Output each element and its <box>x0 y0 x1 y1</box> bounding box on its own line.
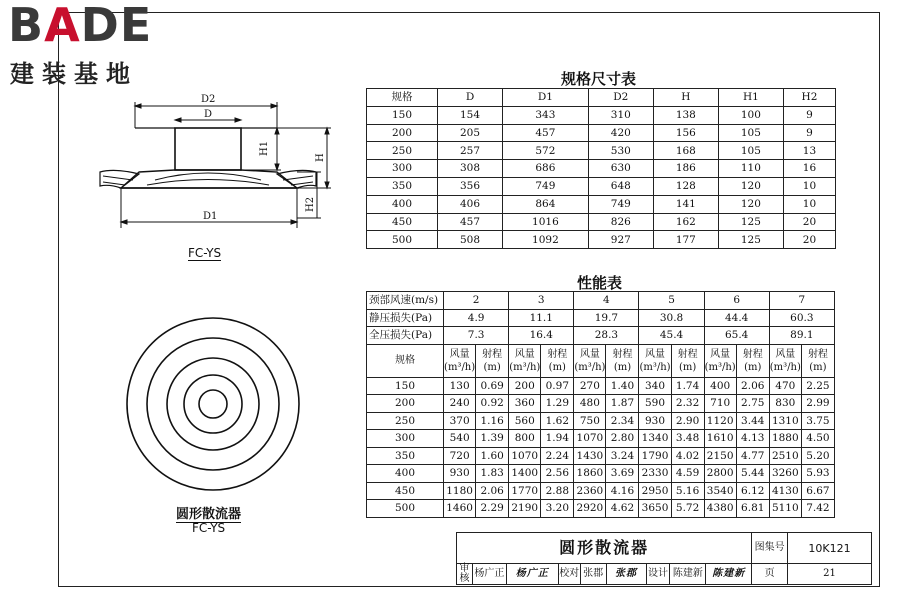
perf-cell: 800 <box>509 430 541 448</box>
spec-cell: 10 <box>783 177 835 195</box>
spec-cell: 686 <box>503 160 589 178</box>
spec-cell: 308 <box>438 160 503 178</box>
perf-cell: 2.88 <box>541 482 574 500</box>
perf-cell: 2150 <box>704 447 736 465</box>
spec-cell: 9 <box>783 124 835 142</box>
spec-row <box>367 213 836 231</box>
perf-cell: 6.81 <box>736 500 769 518</box>
spec-cell: 356 <box>438 177 503 195</box>
static-loss-value: 44.4 <box>704 309 769 327</box>
spec-cell: 457 <box>438 213 503 231</box>
perf-cell: 1.62 <box>541 412 574 430</box>
perf-cell: 6.12 <box>736 482 769 500</box>
perf-cell: 4130 <box>769 482 801 500</box>
perf-cell: 1400 <box>509 465 541 483</box>
perf-cell: 360 <box>509 395 541 413</box>
total-loss-value: 45.4 <box>639 327 704 345</box>
perf-row <box>367 500 835 518</box>
total-loss-value: 89.1 <box>769 327 834 345</box>
spec-cell: 110 <box>718 160 783 178</box>
perf-cell: 2.56 <box>541 465 574 483</box>
perf-cell: 6.67 <box>801 482 834 500</box>
flow-col-header: 风量 (m³/h) <box>639 344 671 377</box>
perf-cell: 720 <box>444 447 476 465</box>
static-loss-value: 4.9 <box>444 309 509 327</box>
page-number: 21 <box>788 564 872 585</box>
perf-cell: 240 <box>444 395 476 413</box>
spec-cell: 105 <box>718 142 783 160</box>
dim-d1-label: D1 <box>203 211 218 222</box>
perf-cell: 4.13 <box>736 430 769 448</box>
total-loss-value: 7.3 <box>444 327 509 345</box>
spec-cell: 20 <box>783 213 835 231</box>
perf-cell: 1790 <box>639 447 671 465</box>
spec-header: D1 <box>503 89 589 107</box>
perf-row <box>367 377 835 395</box>
spec-cell: 864 <box>503 195 589 213</box>
perf-cell: 2950 <box>639 482 671 500</box>
flow-col-header: 风量 (m³/h) <box>704 344 736 377</box>
throw-col-header: 射程 (m) <box>541 344 574 377</box>
spec-cell: 257 <box>438 142 503 160</box>
title-block-top-row <box>457 533 872 564</box>
total-loss-value: 65.4 <box>704 327 769 345</box>
spec-header: H <box>653 89 718 107</box>
perf-cell: 1.83 <box>476 465 509 483</box>
spec-cell: 749 <box>588 195 653 213</box>
perf-cell: 0.69 <box>476 377 509 395</box>
perf-cell: 500 <box>367 500 444 518</box>
spec-cell: 154 <box>438 106 503 124</box>
perf-cell: 1.16 <box>476 412 509 430</box>
perf-cell: 2.90 <box>671 412 704 430</box>
spec-cell: 105 <box>718 124 783 142</box>
perf-row <box>367 395 835 413</box>
flow-col-header: 风量 (m³/h) <box>444 344 476 377</box>
perf-cell: 2190 <box>509 500 541 518</box>
drawing-title: 圆形散流器 <box>457 533 752 564</box>
spec-cell: 300 <box>367 160 438 178</box>
perf-cell: 3.75 <box>801 412 834 430</box>
spec-cell: 156 <box>653 124 718 142</box>
spec-header-row <box>367 89 836 107</box>
spec-row <box>367 142 836 160</box>
perf-cell: 2360 <box>574 482 606 500</box>
spec-cell: 343 <box>503 106 589 124</box>
perf-cell: 340 <box>639 377 671 395</box>
perf-row <box>367 430 835 448</box>
spec-row <box>367 106 836 124</box>
static-loss-value: 60.3 <box>769 309 834 327</box>
perf-cell: 1610 <box>704 430 736 448</box>
spec-header: D <box>438 89 503 107</box>
perf-cell: 1860 <box>574 465 606 483</box>
total-loss-value: 16.4 <box>509 327 574 345</box>
perf-cell: 400 <box>367 465 444 483</box>
throw-col-header: 射程 (m) <box>671 344 704 377</box>
perf-cell: 2.25 <box>801 377 834 395</box>
dim-h-label: H <box>315 153 326 162</box>
perf-cell: 480 <box>574 395 606 413</box>
perf-cell: 750 <box>574 412 606 430</box>
perf-cell: 450 <box>367 482 444 500</box>
perf-cell: 1.39 <box>476 430 509 448</box>
spec-row <box>367 160 836 178</box>
speed-label: 颈部风速(m/s) <box>367 292 444 310</box>
static-loss-value: 19.7 <box>574 309 639 327</box>
perf-cell: 1430 <box>574 447 606 465</box>
perf-cell: 590 <box>639 395 671 413</box>
perf-cell: 3.20 <box>541 500 574 518</box>
spec-cell: 13 <box>783 142 835 160</box>
spec-cell: 177 <box>653 231 718 249</box>
perf-cell: 150 <box>367 377 444 395</box>
plan-view-caption-title: 圆形散流器 <box>176 503 241 523</box>
review-label: 审核 <box>457 564 473 585</box>
perf-units-row <box>367 344 835 377</box>
throw-col-header: 射程 (m) <box>801 344 834 377</box>
perf-cell: 1180 <box>444 482 476 500</box>
spec-cell: 125 <box>718 213 783 231</box>
spec-header: D2 <box>588 89 653 107</box>
spec-cell: 450 <box>367 213 438 231</box>
perf-cell: 1.29 <box>541 395 574 413</box>
perf-cell: 2.99 <box>801 395 834 413</box>
speed-value: 3 <box>509 292 574 310</box>
perf-cell: 400 <box>704 377 736 395</box>
perf-cell: 2330 <box>639 465 671 483</box>
perf-row <box>367 482 835 500</box>
spec-row <box>367 177 836 195</box>
spec-cell: 16 <box>783 160 835 178</box>
logo-brand: BADE <box>8 0 153 52</box>
spec-cell: 186 <box>653 160 718 178</box>
dim-h2-label: H2 <box>305 196 316 212</box>
perf-cell: 1120 <box>704 412 736 430</box>
perf-cell: 370 <box>444 412 476 430</box>
atlas-number-label: 图集号 <box>752 533 788 564</box>
spec-cell: 826 <box>588 213 653 231</box>
spec-cell: 500 <box>367 231 438 249</box>
perf-cell: 470 <box>769 377 801 395</box>
perf-cell: 710 <box>704 395 736 413</box>
perf-cell: 3260 <box>769 465 801 483</box>
perf-cell: 5.72 <box>671 500 704 518</box>
speed-value: 6 <box>704 292 769 310</box>
spec-cell: 128 <box>653 177 718 195</box>
perf-cell: 200 <box>509 377 541 395</box>
perf-total-row <box>367 327 835 345</box>
perf-cell: 5110 <box>769 500 801 518</box>
perf-speed-row <box>367 292 835 310</box>
plan-view-drawing <box>125 316 301 492</box>
perf-cell: 2510 <box>769 447 801 465</box>
spec-cell: 120 <box>718 195 783 213</box>
static-loss-value: 30.8 <box>639 309 704 327</box>
perf-cell: 4.77 <box>736 447 769 465</box>
perf-cell: 1310 <box>769 412 801 430</box>
perf-cell: 2.34 <box>606 412 639 430</box>
perf-cell: 200 <box>367 395 444 413</box>
perf-cell: 930 <box>639 412 671 430</box>
perf-cell: 300 <box>367 430 444 448</box>
spec-cell: 648 <box>588 177 653 195</box>
dim-d-label: D <box>204 109 213 120</box>
checker-name: 张郡 <box>580 564 606 585</box>
designer-name: 陈建新 <box>670 564 706 585</box>
perf-cell: 1460 <box>444 500 476 518</box>
perf-cell: 2.24 <box>541 447 574 465</box>
perf-cell: 5.93 <box>801 465 834 483</box>
spec-cell: 125 <box>718 231 783 249</box>
perf-cell: 2920 <box>574 500 606 518</box>
flow-col-header: 风量 (m³/h) <box>509 344 541 377</box>
designer-signature: 陈建新 <box>706 564 752 585</box>
speed-value: 4 <box>574 292 639 310</box>
perf-cell: 3.24 <box>606 447 639 465</box>
perf-cell: 1.94 <box>541 430 574 448</box>
throw-col-header: 射程 (m) <box>606 344 639 377</box>
perf-cell: 1.74 <box>671 377 704 395</box>
static-loss-label: 静压损失(Pa) <box>367 309 444 327</box>
perf-table <box>366 291 835 518</box>
static-loss-value: 11.1 <box>509 309 574 327</box>
perf-cell: 1070 <box>574 430 606 448</box>
perf-table-title: 性能表 <box>577 274 623 292</box>
spec-cell: 508 <box>438 231 503 249</box>
perf-cell: 5.20 <box>801 447 834 465</box>
spec-row <box>367 195 836 213</box>
spec-cell: 120 <box>718 177 783 195</box>
perf-cell: 4.02 <box>671 447 704 465</box>
side-elevation-drawing <box>95 88 345 238</box>
design-label: 设计 <box>646 564 670 585</box>
flow-col-header: 风量 (m³/h) <box>769 344 801 377</box>
perf-cell: 3540 <box>704 482 736 500</box>
perf-cell: 2.75 <box>736 395 769 413</box>
page-label: 页 <box>752 564 788 585</box>
spec-header: 规格 <box>367 89 438 107</box>
spec-cell: 530 <box>588 142 653 160</box>
speed-value: 2 <box>444 292 509 310</box>
spec-cell: 100 <box>718 106 783 124</box>
perf-cell: 0.92 <box>476 395 509 413</box>
perf-cell: 7.42 <box>801 500 834 518</box>
spec-table-title: 规格尺寸表 <box>561 70 637 88</box>
perf-cell: 560 <box>509 412 541 430</box>
spec-cell: 1092 <box>503 231 589 249</box>
speed-value: 5 <box>639 292 704 310</box>
perf-cell: 4.59 <box>671 465 704 483</box>
flow-col-header: 风量 (m³/h) <box>574 344 606 377</box>
perf-cell: 270 <box>574 377 606 395</box>
bade-logo <box>8 0 178 88</box>
spec-header: H2 <box>783 89 835 107</box>
spec-cell: 150 <box>367 106 438 124</box>
title-block <box>456 532 872 585</box>
spec-cell: 350 <box>367 177 438 195</box>
spec-cell: 406 <box>438 195 503 213</box>
plan-view-caption-code: FC-YS <box>192 521 226 535</box>
perf-cell: 250 <box>367 412 444 430</box>
spec-cell: 141 <box>653 195 718 213</box>
spec-cell: 420 <box>588 124 653 142</box>
spec-cell: 10 <box>783 195 835 213</box>
spec-cell: 138 <box>653 106 718 124</box>
atlas-number: 10K121 <box>788 533 872 564</box>
perf-cell: 1.60 <box>476 447 509 465</box>
perf-cell: 1340 <box>639 430 671 448</box>
spec-cell: 162 <box>653 213 718 231</box>
perf-cell: 2.06 <box>476 482 509 500</box>
total-loss-value: 28.3 <box>574 327 639 345</box>
perf-cell: 2.06 <box>736 377 769 395</box>
spec-row <box>367 231 836 249</box>
perf-cell: 830 <box>769 395 801 413</box>
spec-cell: 168 <box>653 142 718 160</box>
perf-cell: 3650 <box>639 500 671 518</box>
spec-cell: 400 <box>367 195 438 213</box>
logo-subtitle: 建装基地 <box>10 60 138 88</box>
total-loss-label: 全压损失(Pa) <box>367 327 444 345</box>
spec-cell: 630 <box>588 160 653 178</box>
perf-cell: 3.48 <box>671 430 704 448</box>
perf-cell: 2.80 <box>606 430 639 448</box>
speed-value: 7 <box>769 292 834 310</box>
perf-cell: 130 <box>444 377 476 395</box>
spec-cell: 200 <box>367 124 438 142</box>
perf-cell: 4380 <box>704 500 736 518</box>
spec-cell: 20 <box>783 231 835 249</box>
perf-cell: 4.16 <box>606 482 639 500</box>
perf-row <box>367 412 835 430</box>
spec-cell: 457 <box>503 124 589 142</box>
title-block-bottom-row <box>457 564 872 585</box>
spec-cell: 9 <box>783 106 835 124</box>
perf-cell: 350 <box>367 447 444 465</box>
perf-cell: 3.44 <box>736 412 769 430</box>
perf-cell: 5.44 <box>736 465 769 483</box>
perf-cell: 1070 <box>509 447 541 465</box>
perf-cell: 5.16 <box>671 482 704 500</box>
perf-row <box>367 465 835 483</box>
perf-cell: 1880 <box>769 430 801 448</box>
spec-cell: 572 <box>503 142 589 160</box>
perf-cell: 930 <box>444 465 476 483</box>
checker-signature: 张郡 <box>606 564 646 585</box>
reviewer-name: 杨广正 <box>472 564 506 585</box>
perf-cell: 2.29 <box>476 500 509 518</box>
spec-cell: 749 <box>503 177 589 195</box>
spec-header: H1 <box>718 89 783 107</box>
perf-row <box>367 447 835 465</box>
perf-cell: 540 <box>444 430 476 448</box>
spec-cell: 1016 <box>503 213 589 231</box>
perf-cell: 2.32 <box>671 395 704 413</box>
spec-table <box>366 88 836 249</box>
dim-h1-label: H1 <box>259 140 270 156</box>
perf-cell: 4.50 <box>801 430 834 448</box>
spec-cell: 250 <box>367 142 438 160</box>
spec-col-label: 规格 <box>367 344 444 377</box>
throw-col-header: 射程 (m) <box>476 344 509 377</box>
perf-cell: 3.69 <box>606 465 639 483</box>
perf-cell: 4.62 <box>606 500 639 518</box>
perf-cell: 0.97 <box>541 377 574 395</box>
throw-col-header: 射程 (m) <box>736 344 769 377</box>
perf-cell: 1770 <box>509 482 541 500</box>
spec-row <box>367 124 836 142</box>
side-elevation-caption: FC-YS <box>188 246 222 260</box>
dim-d2-label: D2 <box>201 94 216 105</box>
perf-static-row <box>367 309 835 327</box>
perf-cell: 2800 <box>704 465 736 483</box>
perf-cell: 1.40 <box>606 377 639 395</box>
spec-cell: 205 <box>438 124 503 142</box>
perf-cell: 1.87 <box>606 395 639 413</box>
check-label: 校对 <box>558 564 580 585</box>
spec-cell: 927 <box>588 231 653 249</box>
spec-cell: 310 <box>588 106 653 124</box>
reviewer-signature: 杨广正 <box>506 564 558 585</box>
